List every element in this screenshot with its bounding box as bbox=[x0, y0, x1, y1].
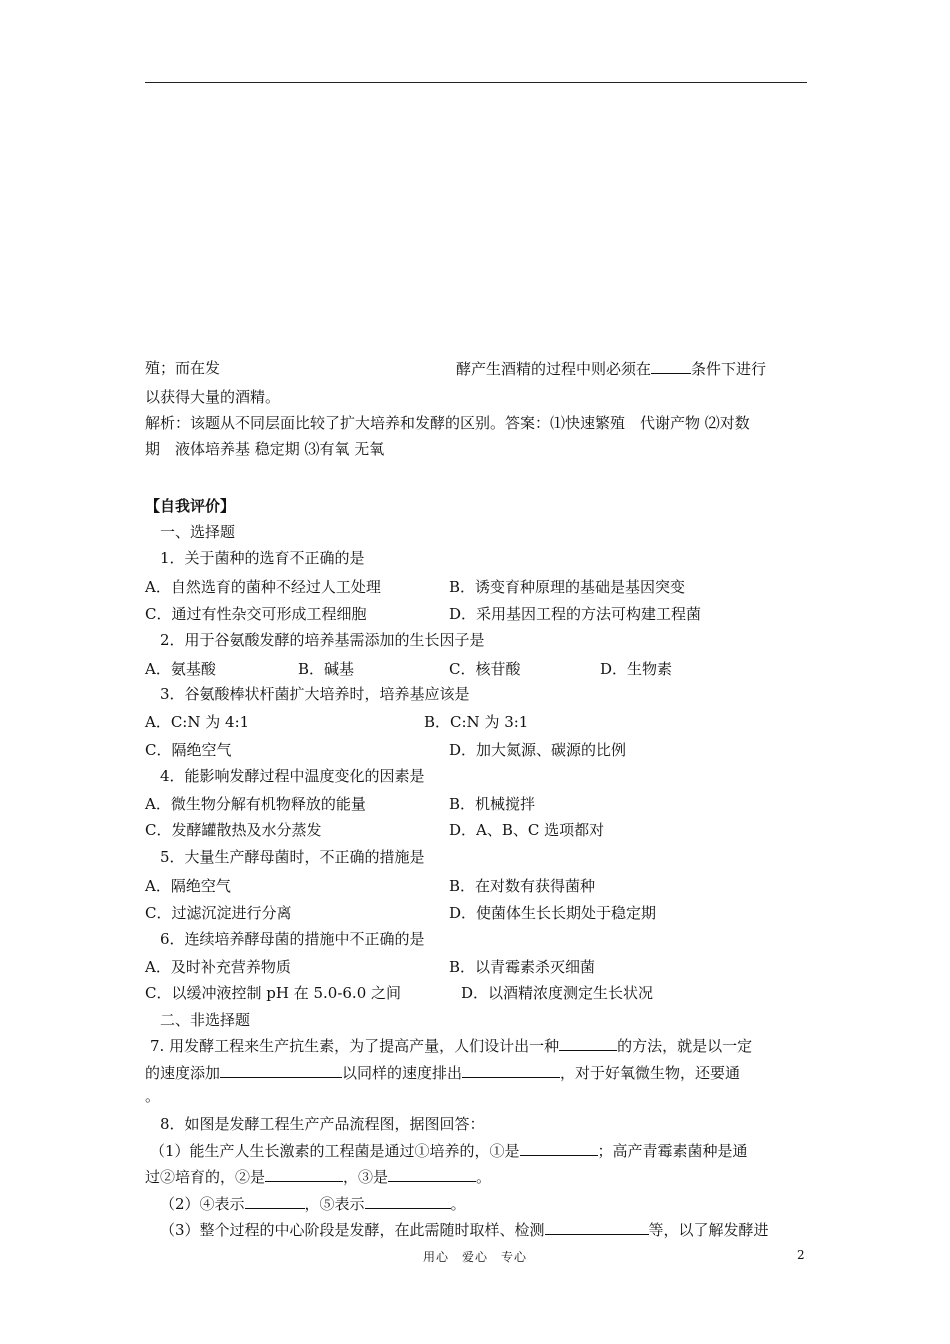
option-b[interactable]: B．在对数有获得菌种 bbox=[449, 877, 596, 895]
q8-sub-3 bbox=[160, 1219, 769, 1240]
answer-blank[interactable] bbox=[462, 1062, 560, 1078]
option-d[interactable]: D．以酒精浓度测定生长状况 bbox=[461, 984, 654, 1002]
option-c[interactable]: C．过滤沉淀进行分离 bbox=[145, 904, 292, 922]
q8-sub-1-line-2 bbox=[145, 1166, 491, 1187]
question-stem: 2．用于谷氨酸发酵的培养基需添加的生长因子是 bbox=[160, 631, 485, 649]
q8-sub-2 bbox=[160, 1193, 466, 1214]
option-d[interactable]: D．加大氮源、碳源的比例 bbox=[449, 741, 627, 759]
q7-line-2 bbox=[145, 1062, 740, 1083]
option-c[interactable]: C．核苷酸 bbox=[449, 660, 521, 678]
intro-line-1a: 殖；而在发 bbox=[145, 359, 221, 377]
option-d[interactable]: D．生物素 bbox=[600, 660, 673, 678]
q8-sub-1-line-1 bbox=[150, 1140, 748, 1161]
q8-text: 等，以了解发酵进 bbox=[648, 1221, 769, 1239]
option-c[interactable]: C．发酵罐散热及水分蒸发 bbox=[145, 821, 322, 839]
q8-text: ，⑤表示 bbox=[304, 1195, 365, 1213]
answer-blank[interactable] bbox=[520, 1140, 598, 1156]
option-a[interactable]: A．及时补充营养物质 bbox=[145, 958, 291, 976]
page-number: 2 bbox=[797, 1248, 805, 1262]
q7-text-d: 以同样的速度排出 bbox=[342, 1064, 463, 1082]
option-d[interactable]: D．A、B、C 选项都对 bbox=[449, 821, 605, 839]
option-b[interactable]: B．C:N 为 3:1 bbox=[424, 713, 529, 731]
answer-blank[interactable] bbox=[245, 1193, 305, 1209]
option-d[interactable]: D．采用基因工程的方法可构建工程菌 bbox=[449, 605, 702, 623]
answer-blank[interactable] bbox=[545, 1219, 649, 1235]
intro-line-2: 以获得大量的酒精。 bbox=[145, 388, 281, 406]
option-a[interactable]: A．自然选育的菌种不经过人工处理 bbox=[145, 578, 381, 596]
q7-text-e: ，对于好氧微生物，还要通 bbox=[560, 1064, 741, 1082]
part-2-heading: 二、非选择题 bbox=[160, 1011, 251, 1029]
option-b[interactable]: B．以青霉素杀灭细菌 bbox=[449, 958, 596, 976]
option-a[interactable]: A．C:N 为 4:1 bbox=[145, 713, 250, 731]
q7-text-f: 。 bbox=[145, 1087, 161, 1105]
question-stem: 3．谷氨酸棒状杆菌扩大培养时，培养基应该是 bbox=[160, 685, 470, 703]
q7-text-c: 的速度添加 bbox=[145, 1064, 221, 1082]
question-stem: 6．连续培养酵母菌的措施中不正确的是 bbox=[160, 930, 425, 948]
question-stem: 4．能影响发酵过程中温度变化的因素是 bbox=[160, 767, 425, 785]
intro-line-1c-text: 条件下进行 bbox=[691, 360, 767, 378]
page-footer: 用心 爱心 专心 bbox=[422, 1250, 527, 1264]
option-b[interactable]: B．机械搅拌 bbox=[449, 795, 536, 813]
option-c[interactable]: C．通过有性杂交可形成工程细胞 bbox=[145, 605, 367, 623]
section-title: 【自我评价】 bbox=[145, 497, 236, 515]
q8-text: （3）整个过程的中心阶段是发酵，在此需随时取样、检测 bbox=[160, 1221, 545, 1239]
answer-blank[interactable] bbox=[365, 1193, 451, 1209]
answer-blank[interactable] bbox=[388, 1166, 476, 1182]
header-rule bbox=[145, 82, 807, 83]
option-b[interactable]: B．诱变育种原理的基础是基因突变 bbox=[449, 578, 686, 596]
intro-line-1b-text: 酵产生酒精的过程中则必须在 bbox=[456, 360, 652, 378]
q8-text: ，③是 bbox=[343, 1168, 389, 1186]
option-a[interactable]: A．微生物分解有机物释放的能量 bbox=[145, 795, 366, 813]
q8-text: 过②培育的，②是 bbox=[145, 1168, 266, 1186]
q7-line-1 bbox=[150, 1035, 752, 1056]
intro-line-1b bbox=[456, 358, 766, 379]
question-stem: 1．关于菌种的选育不正确的是 bbox=[160, 549, 365, 567]
answer-blank[interactable] bbox=[559, 1035, 617, 1051]
option-c[interactable]: C．以缓冲液控制 pH 在 5.0-6.0 之间 bbox=[145, 984, 402, 1002]
q8-text: 。 bbox=[450, 1195, 466, 1213]
q8-text: （2）④表示 bbox=[160, 1195, 245, 1213]
q8-text: （1）能生产人生长激素的工程菌是通过①培养的，①是 bbox=[150, 1142, 520, 1160]
option-a[interactable]: A．隔绝空气 bbox=[145, 877, 231, 895]
question-stem: 5．大量生产酵母菌时，不正确的措施是 bbox=[160, 848, 425, 866]
q7-text-b: 的方法，就是以一定 bbox=[617, 1037, 753, 1055]
q8-text: ；高产青霉素菌种是通 bbox=[597, 1142, 748, 1160]
q8-text: 。 bbox=[476, 1168, 492, 1186]
option-d[interactable]: D．使菌体生长长期处于稳定期 bbox=[449, 904, 657, 922]
answer-blank[interactable] bbox=[220, 1062, 342, 1078]
q7-text-a: 7. 用发酵工程来生产抗生素，为了提高产量，人们设计出一种 bbox=[150, 1037, 560, 1055]
answer-blank[interactable] bbox=[651, 358, 691, 374]
q8-stem: 8．如图是发酵工程生产产品流程图，据图回答： bbox=[160, 1115, 485, 1133]
answer-blank[interactable] bbox=[265, 1166, 343, 1182]
intro-line-4: 期 液体培养基 稳定期 ⑶有氧 无氧 bbox=[145, 440, 385, 458]
option-b[interactable]: B．碱基 bbox=[298, 660, 355, 678]
option-c[interactable]: C．隔绝空气 bbox=[145, 741, 232, 759]
part-1-heading: 一、选择题 bbox=[160, 523, 236, 541]
intro-line-3: 解析：该题从不同层面比较了扩大培养和发酵的区别。答案：⑴快速繁殖 代谢产物 ⑵对数 bbox=[145, 414, 750, 432]
option-a[interactable]: A．氨基酸 bbox=[145, 660, 216, 678]
